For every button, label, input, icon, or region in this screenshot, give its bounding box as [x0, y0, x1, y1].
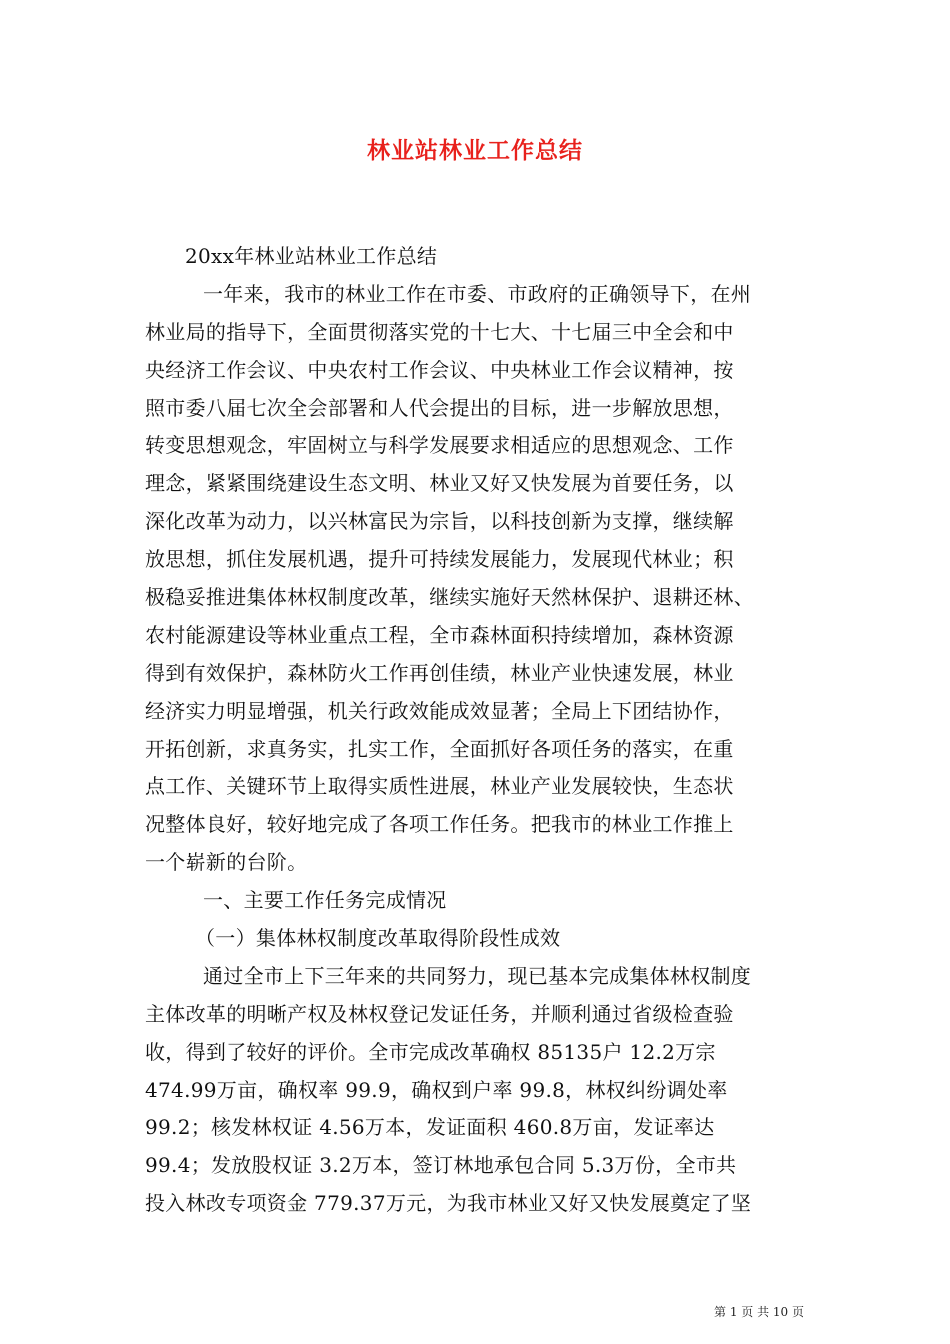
text-line: 理念，紧紧围绕建设生态文明、林业又好又快发展为首要任务，以: [145, 471, 734, 496]
text-line: 照市委八届七次全会部署和人代会提出的目标，进一步解放思想，: [145, 395, 734, 420]
text-line: （一）集体林权制度改革取得阶段性成效: [195, 926, 561, 951]
document-body: [145, 238, 817, 1223]
text-line: 主体改革的明晰产权及林权登记发证任务，并顺利通过省级检查验: [145, 1001, 734, 1026]
text-line: 一年来，我市的林业工作在市委、市政府的正确领导下，在州: [203, 281, 752, 306]
text-line: 放思想，抓住发展机遇，提升可持续发展能力，发展现代林业；积: [145, 547, 734, 572]
text-line: 一个崭新的台阶。: [145, 850, 308, 875]
text-line: 况整体良好，较好地完成了各项工作任务。把我市的林业工作推上: [145, 812, 734, 837]
text-line: 投入林改专项资金 779.37万元，为我市林业又好又快发展奠定了坚: [145, 1191, 752, 1216]
text-line: 99.4；发放股权证 3.2万本，签订林地承包合同 5.3万份，全市共: [145, 1153, 737, 1178]
text-line: 极稳妥推进集体林权制度改革，继续实施好天然林保护、退耕还林、: [145, 585, 754, 610]
text-line: 99.2；核发林权证 4.56万本，发证面积 460.8万亩，发证率达: [145, 1115, 715, 1140]
text-line: 央经济工作会议、中央农村工作会议、中央林业工作会议精神，按: [145, 357, 734, 382]
text-line: 经济实力明显增强，机关行政效能成效显著；全局上下团结协作，: [145, 698, 734, 723]
text-line: 林业局的指导下，全面贯彻落实党的十七大、十七届三中全会和中: [145, 319, 734, 344]
text-line: 点工作、关键环节上取得实质性进展，林业产业发展较快，生态状: [145, 774, 734, 799]
text-line: 通过全市上下三年来的共同努力，现已基本完成集体林权制度: [203, 963, 752, 988]
text-line: 一、主要工作任务完成情况: [203, 888, 447, 913]
page-number: 第 1 页 共 10 页: [714, 1305, 804, 1319]
text-line: 得到有效保护，森林防火工作再创佳绩，林业产业快速发展，林业: [145, 660, 734, 685]
text-line: 474.99万亩，确权率 99.9，确权到户率 99.8，林权纠纷调处率: [145, 1077, 728, 1102]
document-title: 林业站林业工作总结: [367, 137, 583, 164]
text-line: 开拓创新，求真务实，扎实工作，全面抓好各项任务的落实，在重: [145, 736, 734, 761]
text-line: 深化改革为动力，以兴林富民为宗旨，以科技创新为支撑，继续解: [145, 509, 734, 534]
text-line: 20xx年林业站林业工作总结: [185, 244, 438, 268]
text-line: 转变思想观念，牢固树立与科学发展要求相适应的思想观念、工作: [145, 433, 734, 458]
text-line: 农村能源建设等林业重点工程，全市森林面积持续增加，森林资源: [145, 622, 734, 647]
text-line: 收，得到了较好的评价。全市完成改革确权 85135户 12.2万宗: [145, 1039, 716, 1064]
